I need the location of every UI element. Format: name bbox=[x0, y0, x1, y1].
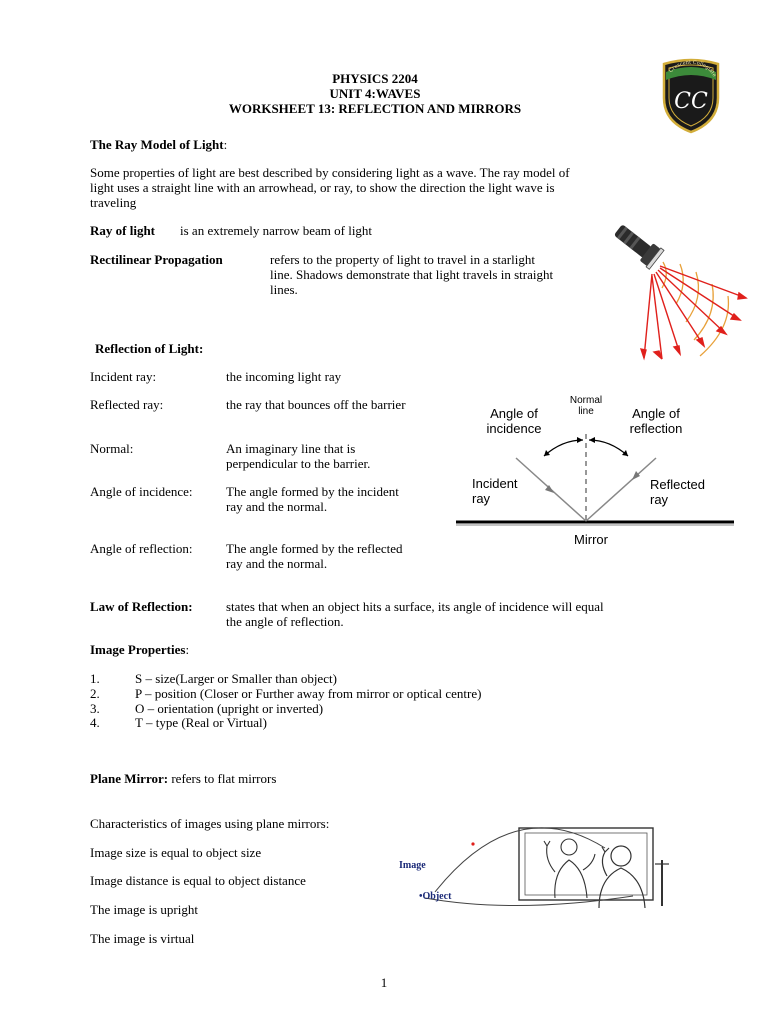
label-object: •Object bbox=[419, 891, 452, 902]
characteristic-1: Image size is equal to object size bbox=[90, 845, 262, 860]
reflection-heading: Reflection of Light: bbox=[95, 341, 204, 356]
diagram-mirror-label: Mirror bbox=[574, 532, 608, 547]
ray-model-text-1: Some properties of light are best described by considering light as a wave. The ray model of bbox=[90, 165, 570, 180]
rectilinear-def-2: line. Shadows demonstrate that light travels in straight bbox=[270, 267, 554, 282]
plane-mirror-illustration bbox=[395, 812, 675, 922]
incident-ray-def: the incoming light ray bbox=[226, 369, 342, 384]
normal-term: Normal: bbox=[90, 441, 134, 456]
characteristics-heading: Characteristics of images using plane mirrors: bbox=[90, 816, 330, 831]
ray-model-text-2: light uses a straight line with an arrowhead, or ray, to show the direction the light wave is bbox=[90, 180, 555, 195]
angle-reflection-def-2: ray and the normal. bbox=[226, 556, 328, 571]
angle-reflection-def-1: The angle formed by the reflected bbox=[226, 541, 403, 556]
angle-incidence-def-2: ray and the normal. bbox=[226, 499, 328, 514]
diagram-angle-incidence-label: Angle of incidence bbox=[486, 406, 542, 436]
reflection-diagram bbox=[452, 392, 737, 552]
property-2-number: 2. bbox=[90, 686, 100, 701]
law-of-reflection-term: Law of Reflection: bbox=[90, 599, 193, 614]
rectilinear-def-3: lines. bbox=[270, 282, 298, 297]
ray-of-light-def: is an extremely narrow beam of light bbox=[180, 223, 373, 238]
diagram-reflected-ray-label: Reflected ray bbox=[650, 477, 705, 507]
reflected-ray-def: the ray that bounces off the barrier bbox=[226, 397, 406, 412]
title-line-1: PHYSICS 2204 bbox=[332, 71, 418, 86]
reflected-ray-term: Reflected ray: bbox=[90, 397, 164, 412]
property-3-text: O – orientation (upright or inverted) bbox=[135, 701, 324, 716]
angle-incidence-def-1: The angle formed by the incident bbox=[226, 484, 399, 499]
image-properties-heading: Image Properties: bbox=[90, 642, 190, 657]
rectilinear-def-1: refers to the property of light to travel in a starlight bbox=[270, 252, 535, 267]
label-image: Image bbox=[399, 860, 426, 871]
logo-monogram: CC bbox=[674, 89, 708, 114]
property-3-number: 3. bbox=[90, 701, 100, 716]
ray-model-heading: The Ray Model of Light: bbox=[90, 137, 228, 152]
property-4-text: T – type (Real or Virtual) bbox=[135, 715, 267, 730]
ray-model-text-3: traveling bbox=[90, 195, 137, 210]
title-line-3: WORKSHEET 13: REFLECTION AND MIRRORS bbox=[228, 101, 522, 116]
property-2-text: P – position (Closer or Further away from mirror or optical centre) bbox=[135, 686, 482, 701]
flashlight-illustration bbox=[600, 222, 750, 362]
property-1-text: S – size(Larger or Smaller than object) bbox=[135, 671, 337, 686]
law-of-reflection-def-2: the angle of reflection. bbox=[226, 614, 344, 629]
angle-incidence-term: Angle of incidence: bbox=[90, 484, 193, 499]
characteristic-2: Image distance is equal to object distance bbox=[90, 873, 306, 888]
title-line-2: UNIT 4:WAVES bbox=[329, 86, 421, 101]
property-1-number: 1. bbox=[90, 671, 100, 686]
rectilinear-term: Rectilinear Propagation bbox=[90, 252, 223, 267]
property-4-number: 4. bbox=[90, 715, 100, 730]
law-of-reflection-def-1: states that when an object hits a surface, its angle of incidence will equal bbox=[226, 599, 604, 614]
plane-mirror-line: Plane Mirror: refers to flat mirrors bbox=[90, 771, 277, 786]
ray-of-light-term: Ray of light bbox=[90, 223, 155, 238]
normal-def-1: An imaginary line that is bbox=[226, 441, 356, 456]
page-number: 1 bbox=[380, 975, 388, 990]
diagram-angle-reflection-label: Angle of reflection bbox=[629, 406, 683, 436]
normal-def-2: perpendicular to the barrier. bbox=[226, 456, 371, 471]
svg-text:Crescent Collegiate: Crescent Collegiate bbox=[667, 59, 718, 78]
characteristic-4: The image is virtual bbox=[90, 931, 195, 946]
incident-ray-term: Incident ray: bbox=[90, 369, 157, 384]
characteristic-3: The image is upright bbox=[90, 902, 198, 917]
diagram-incident-ray-label: Incident ray bbox=[472, 476, 518, 506]
angle-reflection-term: Angle of reflection: bbox=[90, 541, 193, 556]
school-logo bbox=[660, 56, 722, 134]
diagram-normal-label: Normal line bbox=[569, 395, 603, 417]
